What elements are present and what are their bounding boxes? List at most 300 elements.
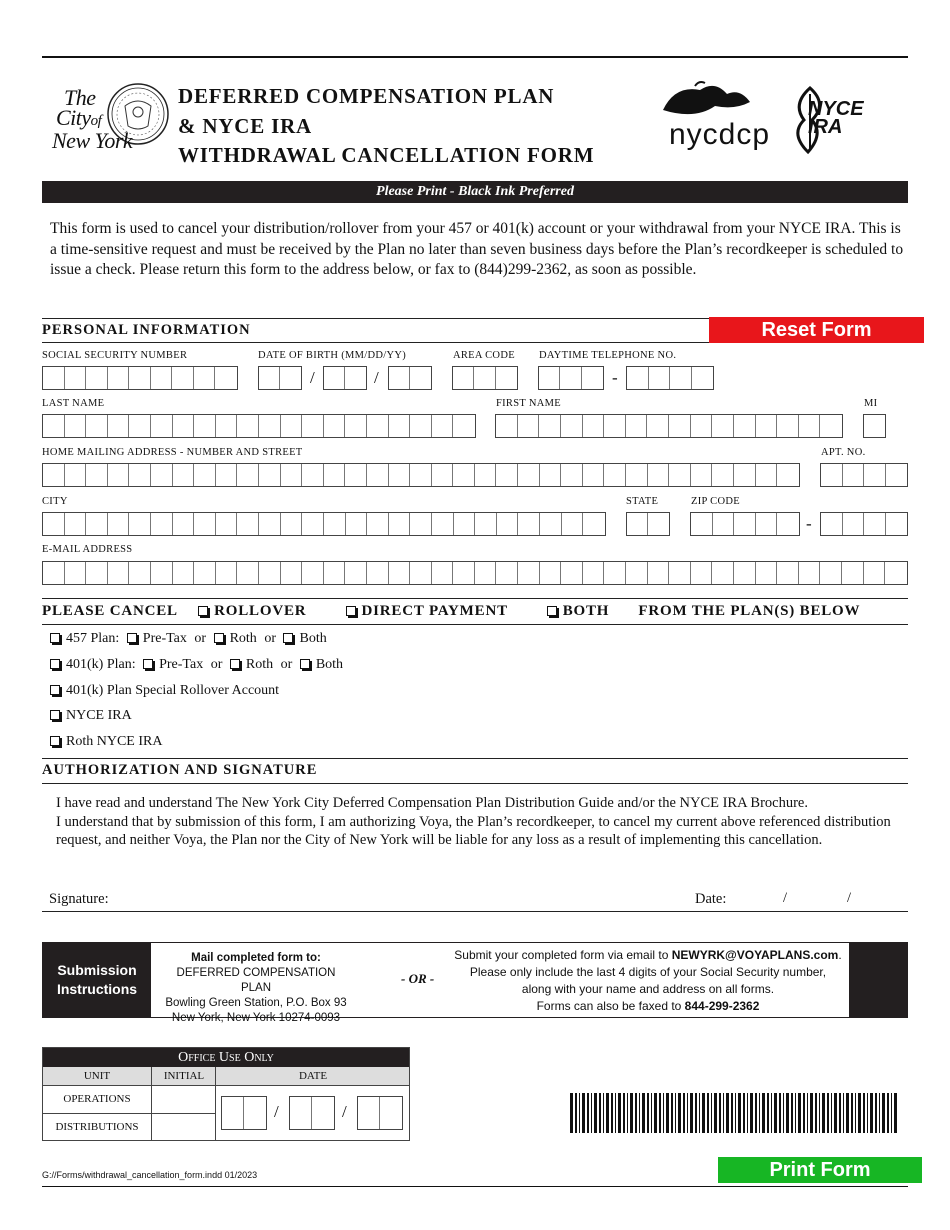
entry-cell[interactable] (561, 464, 583, 486)
entry-cell[interactable] (302, 562, 324, 584)
entry-cell[interactable] (734, 562, 756, 584)
entry-cell[interactable] (151, 562, 173, 584)
direct-payment-label: DIRECT PAYMENT (361, 603, 508, 619)
entry-cell[interactable] (194, 513, 216, 535)
entry-cell[interactable] (410, 513, 432, 535)
entry-cell[interactable] (259, 415, 281, 437)
entry-cell[interactable] (496, 562, 518, 584)
entry-cell[interactable] (453, 367, 474, 389)
col-initial: INITIAL (151, 1067, 216, 1085)
entry-cell[interactable] (777, 513, 799, 535)
entry-cell[interactable] (237, 562, 259, 584)
entry-cell[interactable] (312, 1097, 334, 1129)
entry-cell[interactable] (886, 464, 908, 486)
ssn-label: SOCIAL SECURITY NUMBER (42, 350, 188, 361)
both-label: BOTH (562, 603, 610, 619)
entry-cell[interactable] (561, 415, 583, 437)
nyce-ira-checkbox[interactable] (50, 710, 60, 720)
first-name-input[interactable] (495, 414, 843, 438)
entry-cell[interactable] (108, 562, 130, 584)
entry-cell[interactable] (345, 562, 367, 584)
entry-cell[interactable] (604, 415, 626, 437)
entry-cell[interactable] (216, 562, 238, 584)
entry-cell[interactable] (821, 513, 843, 535)
entry-cell[interactable] (539, 367, 560, 389)
entry-cell[interactable] (453, 415, 475, 437)
entry-cell[interactable] (173, 513, 195, 535)
entry-cell[interactable] (756, 513, 778, 535)
area-code-label: AREA CODE (453, 350, 515, 361)
entry-cell[interactable] (389, 415, 411, 437)
office-use-title: Office Use Only (43, 1048, 409, 1067)
entry-cell[interactable] (518, 464, 540, 486)
entry-cell[interactable] (540, 513, 562, 535)
intro-paragraph: This form is used to cancel your distribution/rollover from your 457 or 401(k) account or your withdrawal from your NYCE IRA. This is a time-sensitive request and must be received by the Plan no later than seven business days before the Plan’s recordkeeper is scheduled to issue a check. Please return this form to the address below, or fax to (844)299-2362, as soon as possible. (50, 220, 904, 278)
or-divider: - OR - (401, 971, 435, 986)
cancel-top-rule (42, 598, 908, 599)
entry-cell[interactable] (669, 464, 691, 486)
entry-cell[interactable] (389, 367, 410, 389)
entry-cell[interactable] (777, 562, 799, 584)
col-date: DATE (215, 1067, 410, 1085)
entry-cell[interactable] (691, 562, 713, 584)
entry-cell[interactable] (410, 562, 432, 584)
entry-cell[interactable] (194, 562, 216, 584)
phone-dash: - (612, 368, 618, 387)
entry-cell[interactable] (648, 562, 670, 584)
dob-day-input[interactable] (323, 366, 367, 390)
auth-text-2: I understand that by submission of this form, I am authorizing Voya, the Plan’s recordkeeper, to cancel my current above referenced distribution request, and neither Voya, the Plan nor the City of New York will be liable for any loss as a result of implementing this cancellation. (56, 813, 891, 848)
print-banner: Please Print - Black Ink Preferred (42, 181, 908, 203)
entry-cell[interactable] (475, 562, 497, 584)
entry-cell[interactable] (281, 415, 303, 437)
area-code-input[interactable] (452, 366, 518, 390)
entry-cell[interactable] (604, 562, 626, 584)
entry-cell[interactable] (324, 367, 345, 389)
entry-cell[interactable] (129, 367, 151, 389)
auth-bottom-rule (42, 783, 908, 784)
entry-cell[interactable] (756, 415, 778, 437)
entry-cell[interactable] (173, 464, 195, 486)
entry-cell[interactable] (626, 562, 648, 584)
entry-cell[interactable] (496, 464, 518, 486)
entry-cell[interactable] (626, 415, 648, 437)
office-date-month[interactable] (221, 1096, 267, 1130)
entry-cell[interactable] (626, 464, 648, 486)
entry-cell[interactable] (496, 367, 517, 389)
entry-cell[interactable] (172, 367, 194, 389)
plan-401k-label: 401(k) Plan: (66, 657, 136, 672)
entry-cell[interactable] (582, 367, 603, 389)
roth-nyce-ira-row (50, 734, 162, 750)
zip-label: ZIP CODE (691, 496, 740, 507)
fax-number: 844-299-2362 (684, 999, 760, 1013)
entry-cell[interactable] (496, 415, 518, 437)
entry-cell[interactable] (561, 562, 583, 584)
plan-457-row (50, 631, 327, 647)
entry-cell[interactable] (244, 1097, 266, 1129)
entry-cell[interactable] (454, 513, 476, 535)
entry-cell[interactable] (129, 464, 151, 486)
dob-month-input[interactable] (258, 366, 302, 390)
entry-cell[interactable] (367, 415, 389, 437)
entry-cell[interactable] (43, 562, 65, 584)
email-label: E-MAIL ADDRESS (42, 544, 133, 555)
entry-cell[interactable] (648, 464, 670, 486)
entry-cell[interactable] (539, 415, 561, 437)
entry-cell[interactable] (194, 415, 216, 437)
dob-label: DATE OF BIRTH (MM/DD/YY) (258, 350, 407, 361)
entry-cell[interactable] (237, 464, 259, 486)
nyce-ira-row (50, 708, 132, 724)
entry-cell[interactable] (583, 415, 605, 437)
entry-cell[interactable] (346, 513, 368, 535)
entry-cell[interactable] (604, 464, 626, 486)
submission-email[interactable]: NEWYRK@VOYAPLANS.com (671, 948, 839, 962)
entry-cell[interactable] (259, 464, 281, 486)
entry-cell[interactable] (216, 415, 238, 437)
entry-cell[interactable] (474, 367, 495, 389)
entry-cell[interactable] (432, 415, 454, 437)
col-unit: UNIT (83, 1070, 111, 1082)
entry-cell[interactable] (43, 513, 65, 535)
entry-cell[interactable] (799, 562, 821, 584)
or-text: or (210, 657, 223, 672)
entry-cell[interactable] (324, 415, 346, 437)
entry-cell[interactable] (302, 415, 324, 437)
zip-input[interactable] (690, 512, 800, 536)
entry-cell[interactable] (432, 562, 454, 584)
entry-cell[interactable] (777, 464, 799, 486)
auth-heading: AUTHORIZATION AND SIGNATURE (42, 762, 318, 778)
entry-cell[interactable] (345, 367, 366, 389)
entry-cell[interactable] (389, 562, 411, 584)
mail-line-2: Bowling Green Station, P.O. Box 93 (165, 997, 347, 1009)
entry-cell[interactable] (712, 562, 734, 584)
or-text: or (280, 657, 293, 672)
entry-cell[interactable] (432, 464, 454, 486)
plan-401k-row (50, 657, 343, 673)
entry-cell[interactable] (692, 367, 714, 389)
or-text: or (194, 631, 207, 646)
entry-cell[interactable] (410, 415, 432, 437)
entry-cell[interactable] (86, 562, 108, 584)
entry-cell[interactable] (43, 367, 65, 389)
date-slash-2: / (847, 890, 852, 906)
date-slash-1: / (783, 890, 788, 906)
entry-cell[interactable] (777, 415, 799, 437)
entry-cell[interactable] (518, 513, 540, 535)
entry-cell[interactable] (734, 513, 756, 535)
entry-cell[interactable] (843, 464, 865, 486)
plan-457-checkbox[interactable] (50, 633, 60, 643)
signature-rule (42, 911, 908, 912)
plan-401k-both-label: Both (315, 657, 344, 672)
personal-info-heading: PERSONAL INFORMATION (42, 322, 251, 338)
row-distributions: DISTRIBUTIONS (55, 1121, 139, 1133)
office-date-slash-2: / (342, 1102, 347, 1121)
entry-cell[interactable] (86, 464, 108, 486)
entry-cell[interactable] (108, 367, 130, 389)
both-checkbox[interactable] (547, 606, 557, 616)
entry-cell[interactable] (151, 513, 173, 535)
entry-cell[interactable] (108, 415, 130, 437)
entry-cell[interactable] (713, 513, 735, 535)
date-field[interactable] (735, 888, 905, 910)
apt-input[interactable] (820, 463, 908, 487)
from-plans-label: FROM THE PLAN(S) BELOW (638, 603, 861, 619)
entry-cell[interactable] (65, 562, 87, 584)
plan-457-pretax-checkbox[interactable] (127, 633, 137, 643)
zip4-input[interactable] (820, 512, 908, 536)
entry-cell[interactable] (43, 415, 65, 437)
initial-input-2[interactable] (152, 1114, 214, 1140)
entry-cell[interactable] (669, 415, 691, 437)
state-input[interactable] (626, 512, 670, 536)
mail-heading: Mail completed form to: (191, 952, 321, 964)
entry-cell[interactable] (222, 1097, 244, 1129)
dob-slash-1: / (310, 368, 315, 387)
entry-cell[interactable] (173, 415, 195, 437)
entry-cell[interactable] (151, 464, 173, 486)
entry-cell[interactable] (518, 415, 540, 437)
entry-cell[interactable] (864, 562, 886, 584)
special-rollover-checkbox[interactable] (50, 685, 60, 695)
entry-cell[interactable] (86, 513, 108, 535)
entry-cell[interactable] (281, 562, 303, 584)
ssn-input[interactable] (42, 366, 238, 390)
entry-cell[interactable] (691, 415, 713, 437)
city-input[interactable] (42, 512, 606, 536)
entry-cell[interactable] (560, 367, 581, 389)
entry-cell[interactable] (108, 513, 130, 535)
entry-cell[interactable] (821, 464, 843, 486)
entry-cell[interactable] (281, 513, 303, 535)
top-rule (42, 56, 908, 58)
submission-title: Submission Instructions (43, 943, 151, 1017)
entry-cell[interactable] (259, 367, 280, 389)
entry-cell[interactable] (380, 1097, 402, 1129)
auth-text (56, 794, 896, 850)
entry-cell[interactable] (65, 415, 87, 437)
plan-457-label: 457 Plan: (66, 631, 120, 646)
entry-cell[interactable] (281, 464, 303, 486)
auth-text-1: I have read and understand The New York City Deferred Compensation Plan Distribution Guide and/or the NYCE IRA Brochure. (56, 795, 808, 811)
date-label: Date: (695, 891, 727, 907)
direct-payment-checkbox[interactable] (346, 606, 356, 616)
entry-cell[interactable] (302, 464, 324, 486)
entry-cell[interactable] (345, 464, 367, 486)
entry-cell[interactable] (540, 562, 562, 584)
entry-cell[interactable] (670, 367, 692, 389)
entry-cell[interactable] (432, 513, 454, 535)
entry-cell[interactable] (712, 464, 734, 486)
plan-401k-pretax-label: Pre-Tax (159, 657, 204, 672)
last-name-label: LAST NAME (42, 398, 105, 409)
entry-cell[interactable] (799, 415, 821, 437)
entry-cell[interactable] (756, 464, 778, 486)
or-text: or (264, 631, 276, 646)
entry-cell[interactable] (518, 562, 540, 584)
entry-cell[interactable] (324, 464, 346, 486)
form-title: DEFERRED COMPENSATION PLAN & NYCE IRA WITHDRAWAL CANCELLATION FORM (178, 84, 595, 167)
entry-cell[interactable] (842, 562, 864, 584)
plan-401k-pretax-checkbox[interactable] (143, 659, 153, 669)
plan-401k-roth-label: Roth (245, 657, 274, 672)
entry-cell[interactable] (627, 367, 649, 389)
entry-cell[interactable] (129, 513, 151, 535)
entry-cell[interactable] (864, 415, 885, 437)
entry-cell[interactable] (453, 562, 475, 584)
entry-cell[interactable] (367, 513, 389, 535)
entry-cell[interactable] (691, 464, 713, 486)
rollover-checkbox[interactable] (198, 606, 208, 616)
entry-cell[interactable] (734, 464, 756, 486)
entry-cell[interactable] (475, 464, 497, 486)
entry-cell[interactable] (367, 562, 389, 584)
mi-label: MI (864, 398, 878, 409)
entry-cell[interactable] (259, 513, 281, 535)
entry-cell[interactable] (820, 562, 842, 584)
entry-cell[interactable] (86, 367, 108, 389)
bottom-rule (42, 1186, 908, 1187)
office-date-slash-1: / (274, 1102, 279, 1121)
entry-cell[interactable] (389, 513, 411, 535)
entry-cell[interactable] (367, 464, 389, 486)
entry-cell[interactable] (358, 1097, 380, 1129)
entry-cell[interactable] (540, 464, 562, 486)
plan-457-both-checkbox[interactable] (283, 633, 293, 643)
entry-cell[interactable] (886, 513, 908, 535)
entry-cell[interactable] (324, 513, 346, 535)
entry-cell[interactable] (280, 367, 301, 389)
email-instructions: Submit your completed form via email to NEWYRK@VOYAPLANS.com. Please only include the last 4 digits of your Social Security number, along with your name and address on all forms. Forms can also be faxed to 844-299-2362 (454, 948, 842, 1013)
entry-cell[interactable] (151, 367, 173, 389)
entry-cell[interactable] (43, 464, 65, 486)
special-rollover-label: 401(k) Plan Special Rollover Account (66, 683, 280, 698)
entry-cell[interactable] (216, 464, 238, 486)
phone-line-input[interactable] (626, 366, 714, 390)
entry-cell[interactable] (648, 513, 669, 535)
footer-path: G://Forms/withdrawal_cancellation_form.indd 01/2023 (42, 1170, 258, 1180)
entry-cell[interactable] (237, 513, 259, 535)
entry-cell[interactable] (669, 562, 691, 584)
entry-cell[interactable] (108, 464, 130, 486)
entry-cell[interactable] (734, 415, 756, 437)
entry-cell[interactable] (86, 415, 108, 437)
entry-cell[interactable] (885, 562, 907, 584)
roth-nyce-ira-checkbox[interactable] (50, 736, 60, 746)
entry-cell[interactable] (389, 464, 411, 486)
city-logo-text: The Cityof New York (52, 85, 133, 153)
entry-cell[interactable] (864, 513, 886, 535)
entry-cell[interactable] (410, 367, 431, 389)
initial-input-1[interactable] (152, 1086, 214, 1112)
office-use-table (42, 1047, 410, 1141)
signature-field[interactable] (120, 888, 680, 910)
entry-cell[interactable] (583, 562, 605, 584)
entry-cell[interactable] (864, 464, 886, 486)
plan-401k-roth-checkbox[interactable] (230, 659, 240, 669)
cancel-bottom-rule (42, 624, 908, 625)
plan-457-roth-label: Roth (229, 631, 257, 646)
plan-401k-both-checkbox[interactable] (300, 659, 310, 669)
plan-457-roth-checkbox[interactable] (214, 633, 224, 643)
roth-nyce-ira-label: Roth NYCE IRA (66, 734, 163, 749)
entry-cell[interactable] (129, 415, 151, 437)
print-form-button[interactable]: Print Form (718, 1157, 922, 1183)
office-date-year[interactable] (357, 1096, 403, 1130)
entry-cell[interactable] (691, 513, 713, 535)
entry-cell[interactable] (237, 415, 259, 437)
mail-line-1: DEFERRED COMPENSATION PLAN (176, 967, 336, 994)
entry-cell[interactable] (65, 513, 87, 535)
address-input[interactable] (42, 463, 800, 487)
barcode-icon (570, 1093, 898, 1133)
plan-401k-checkbox[interactable] (50, 659, 60, 669)
entry-cell[interactable] (627, 513, 648, 535)
office-header-row (43, 1067, 409, 1086)
entry-cell[interactable] (583, 464, 605, 486)
reset-form-button[interactable]: Reset Form (709, 317, 924, 343)
entry-cell[interactable] (194, 464, 216, 486)
dob-slash-2: / (374, 368, 379, 387)
state-label: STATE (626, 496, 659, 507)
entry-cell[interactable] (475, 513, 497, 535)
entry-cell[interactable] (194, 367, 216, 389)
entry-cell[interactable] (173, 562, 195, 584)
please-cancel-row (42, 603, 860, 620)
plan-457-both-label: Both (299, 631, 327, 646)
entry-cell[interactable] (259, 562, 281, 584)
entry-cell[interactable] (65, 464, 87, 486)
submission-box (42, 942, 908, 1024)
entry-cell[interactable] (129, 562, 151, 584)
entry-cell[interactable] (756, 562, 778, 584)
entry-cell[interactable] (215, 367, 237, 389)
entry-cell[interactable] (649, 367, 671, 389)
entry-cell[interactable] (453, 464, 475, 486)
mi-input[interactable] (863, 414, 886, 438)
row-operations: OPERATIONS (63, 1093, 131, 1105)
last-name-input[interactable] (42, 414, 476, 438)
city-label: CITY (42, 496, 68, 507)
entry-cell[interactable] (562, 513, 584, 535)
entry-cell[interactable] (647, 415, 669, 437)
entry-cell[interactable] (216, 513, 238, 535)
entry-cell[interactable] (497, 513, 519, 535)
entry-cell[interactable] (302, 513, 324, 535)
entry-cell[interactable] (65, 367, 87, 389)
email-input[interactable] (42, 561, 908, 585)
entry-cell[interactable] (583, 513, 605, 535)
entry-cell[interactable] (712, 415, 734, 437)
entry-cell[interactable] (820, 415, 842, 437)
entry-cell[interactable] (843, 513, 865, 535)
zip-dash: - (806, 514, 812, 533)
mail-instructions (161, 951, 351, 1026)
mail-line-3: New York, New York 10274-0093 (171, 1012, 341, 1024)
entry-cell[interactable] (290, 1097, 312, 1129)
dob-year-input[interactable] (388, 366, 432, 390)
entry-cell[interactable] (410, 464, 432, 486)
entry-cell[interactable] (151, 415, 173, 437)
nyce-ira-logo-text: NYCE IRA (808, 98, 864, 138)
entry-cell[interactable] (324, 562, 346, 584)
office-date-day[interactable] (289, 1096, 335, 1130)
phone-prefix-input[interactable] (538, 366, 604, 390)
entry-cell[interactable] (345, 415, 367, 437)
